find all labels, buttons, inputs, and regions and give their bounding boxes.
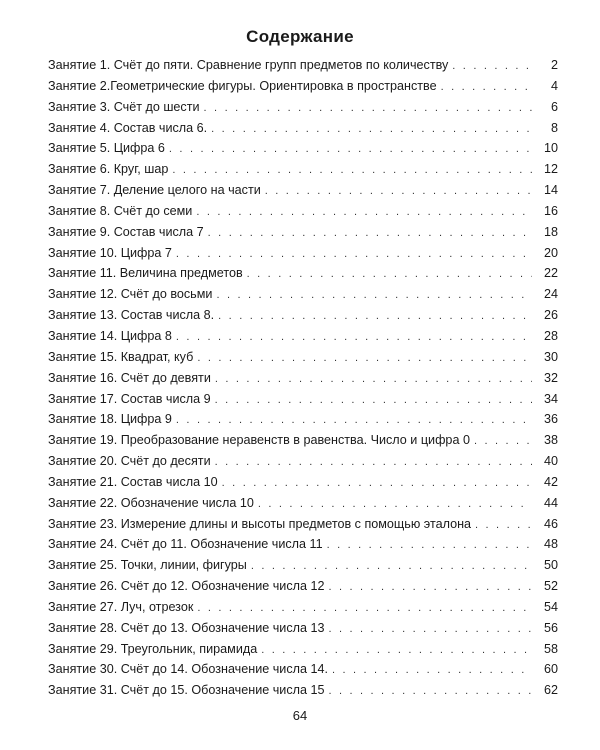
page-title: Содержание (246, 27, 354, 46)
dot-leader (176, 414, 532, 426)
toc-entry-page: 18 (543, 224, 558, 239)
toc-entry-page: 36 (543, 412, 558, 427)
toc-entry-page: 62 (543, 683, 558, 698)
toc-entry-label: Занятие 27. Луч, отрезок (48, 599, 194, 614)
toc-entry-label: Занятие 15. Квадрат, куб (48, 349, 194, 364)
toc-entry (48, 433, 558, 454)
toc-entry (48, 141, 558, 162)
dot-leader (452, 60, 532, 72)
dot-leader (172, 164, 532, 176)
dot-leader (328, 581, 532, 593)
dot-leader (208, 227, 532, 239)
toc-entry-page: 6 (550, 99, 558, 114)
toc-entry (48, 308, 558, 329)
toc-entry (48, 662, 558, 683)
toc-entry-label: Занятие 17. Состав числа 9 (48, 391, 211, 406)
toc-entry (48, 517, 558, 538)
dot-leader (196, 206, 532, 218)
toc-entry-page: 10 (543, 141, 558, 156)
toc-entry-page: 48 (543, 537, 558, 552)
toc-entry-label: Занятие 2.Геометрические фигуры. Ориентировка в пространстве (48, 78, 437, 93)
toc-entry (48, 121, 558, 142)
toc-entry (48, 579, 558, 600)
toc-entry-label: Занятие 6. Круг, шар (48, 162, 169, 177)
toc-entry-label: Занятие 25. Точки, линии, фигуры (48, 558, 247, 573)
toc-entry-page: 12 (543, 162, 558, 177)
toc-entry (48, 79, 558, 100)
toc-entry (48, 475, 558, 496)
toc-entry (48, 642, 558, 663)
toc-entry (48, 392, 558, 413)
toc-entry-page: 24 (543, 287, 558, 302)
toc-entry-label: Занятие 20. Счёт до десяти (48, 454, 211, 469)
table-of-contents (48, 58, 558, 704)
dot-leader (251, 560, 532, 572)
dot-leader (215, 394, 532, 406)
toc-entry (48, 350, 558, 371)
toc-entry-label: Занятие 16. Счёт до девяти (48, 370, 211, 385)
toc-entry-label: Занятие 24. Счёт до 11. Обозначение числа 11 (48, 537, 323, 552)
toc-entry-page: 20 (543, 245, 558, 260)
dot-leader (197, 352, 532, 364)
toc-entry-label: Занятие 23. Измерение длины и высоты предметов с помощью эталона (48, 516, 472, 531)
toc-entry (48, 266, 558, 287)
toc-entry-label: Занятие 10. Цифра 7 (48, 245, 172, 260)
dot-leader (218, 310, 532, 322)
toc-entry-label: Занятие 29. Треугольник, пирамида (48, 641, 258, 656)
toc-entry-page: 52 (543, 579, 558, 594)
toc-entry-page: 34 (543, 391, 558, 406)
dot-leader (215, 373, 532, 385)
toc-entry-page: 54 (543, 599, 558, 614)
toc-entry-page: 8 (550, 120, 558, 135)
dot-leader (328, 623, 532, 635)
toc-entry (48, 621, 558, 642)
toc-entry (48, 683, 558, 704)
dot-leader (327, 539, 532, 551)
toc-entry (48, 225, 558, 246)
toc-entry-page: 26 (543, 308, 558, 323)
dot-leader (258, 498, 532, 510)
toc-entry-label: Занятие 4. Состав числа 6. (48, 120, 208, 135)
toc-entry-label: Занятие 31. Счёт до 15. Обозначение числа 15 (48, 683, 325, 698)
dot-leader (197, 602, 532, 614)
toc-entry-page: 44 (543, 495, 558, 510)
dot-leader (332, 664, 532, 676)
toc-entry-page: 38 (543, 433, 558, 448)
toc-entry-label: Занятие 28. Счёт до 13. Обозначение числа 13 (48, 620, 325, 635)
toc-entry-page: 40 (543, 454, 558, 469)
dot-leader (204, 102, 532, 114)
toc-entry (48, 558, 558, 579)
dot-leader (474, 435, 532, 447)
dot-leader (247, 268, 532, 280)
toc-entry-label: Занятие 5. Цифра 6 (48, 141, 165, 156)
toc-entry-label: Занятие 9. Состав числа 7 (48, 224, 204, 239)
toc-entry (48, 100, 558, 121)
dot-leader (176, 248, 532, 260)
toc-entry-label: Занятие 30. Счёт до 14. Обозначение числа 14. (48, 662, 328, 677)
toc-entry (48, 537, 558, 558)
dot-leader (222, 477, 532, 489)
toc-entry (48, 454, 558, 475)
dot-leader (265, 185, 532, 197)
toc-entry-page: 46 (543, 516, 558, 531)
toc-entry-label: Занятие 18. Цифра 9 (48, 412, 172, 427)
dot-leader (169, 143, 532, 155)
toc-entry (48, 371, 558, 392)
toc-entry-label: Занятие 13. Состав числа 8. (48, 308, 215, 323)
toc-entry-page: 42 (543, 474, 558, 489)
toc-entry-page: 28 (543, 328, 558, 343)
toc-entry-label: Занятие 1. Счёт до пяти. Сравнение групп предметов по количеству (48, 58, 449, 72)
toc-entry-page: 4 (550, 78, 558, 93)
toc-entry-page: 14 (543, 183, 558, 198)
toc-entry-label: Занятие 3. Счёт до шести (48, 99, 200, 114)
dot-leader (215, 456, 532, 468)
toc-entry (48, 246, 558, 267)
toc-entry (48, 496, 558, 517)
toc-entry-page: 50 (543, 558, 558, 573)
toc-entry-page: 56 (543, 620, 558, 635)
toc-entry-page: 2 (550, 58, 558, 72)
dot-leader (216, 289, 532, 301)
toc-entry-label: Занятие 22. Обозначение числа 10 (48, 495, 254, 510)
toc-entry (48, 412, 558, 433)
toc-entry (48, 600, 558, 621)
toc-entry (48, 162, 558, 183)
toc-entry-label: Занятие 26. Счёт до 12. Обозначение числа 12 (48, 579, 325, 594)
toc-entry-label: Занятие 21. Состав числа 10 (48, 474, 218, 489)
toc-entry-page: 32 (543, 370, 558, 385)
toc-entry-page: 22 (543, 266, 558, 281)
dot-leader (328, 685, 532, 697)
dot-leader (261, 644, 532, 656)
toc-entry (48, 58, 558, 79)
toc-entry (48, 183, 558, 204)
toc-entry-label: Занятие 19. Преобразование неравенств в равенства. Число и цифра 0 (48, 433, 470, 448)
toc-entry-page: 30 (543, 349, 558, 364)
toc-entry-page: 58 (543, 641, 558, 656)
toc-entry-label: Занятие 11. Величина предметов (48, 266, 243, 281)
toc-entry (48, 204, 558, 225)
dot-leader (475, 519, 532, 531)
page-number: 64 (292, 708, 308, 723)
toc-entry-label: Занятие 14. Цифра 8 (48, 328, 172, 343)
toc-entry (48, 329, 558, 350)
toc-entry-label: Занятие 7. Деление целого на части (48, 183, 261, 198)
toc-entry-page: 60 (543, 662, 558, 677)
toc-entry-page: 16 (543, 203, 558, 218)
dot-leader (211, 123, 532, 135)
dot-leader (441, 81, 532, 93)
toc-entry-label: Занятие 8. Счёт до семи (48, 203, 193, 218)
toc-entry-label: Занятие 12. Счёт до восьми (48, 287, 213, 302)
toc-entry (48, 287, 558, 308)
dot-leader (176, 331, 532, 343)
